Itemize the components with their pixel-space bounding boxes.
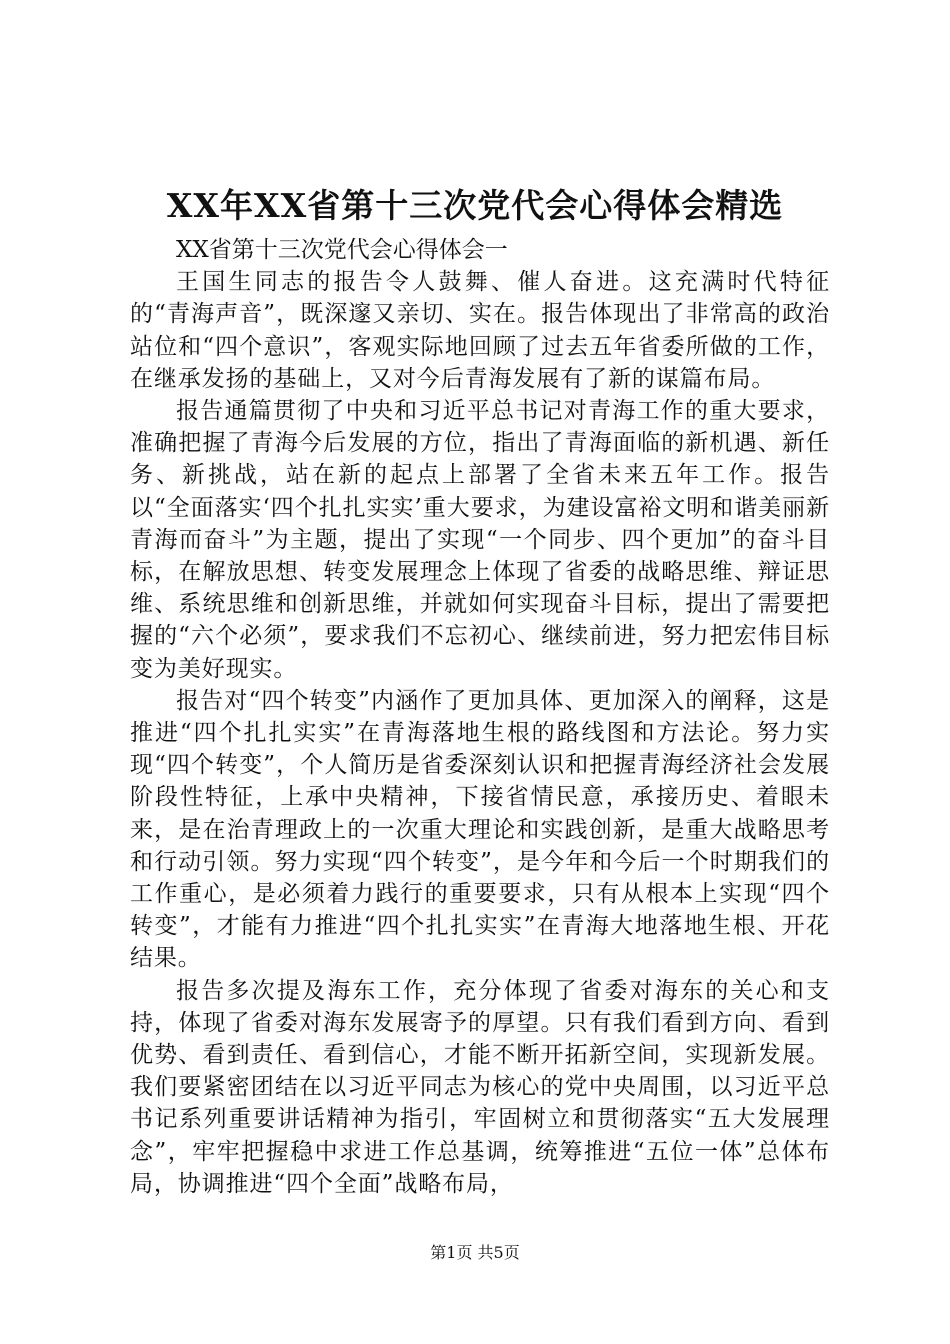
paragraph-1: 王国生同志的报告令人鼓舞、催人奋进。这充满时代特征的“青海声音”，既深邃又亲切、实在。报告体现出了非常高的政治站位和“四个意识”，客观实际地回顾了过去五年省委所做的工作，在继承发扬的基础上，又对今后青海发展有了新的谋篇布局。 (130, 269, 830, 392)
page-number-footer: 第1页 共5页 (430, 1243, 520, 1262)
document-title: XX年XX省第十三次党代会心得体会精选 (166, 186, 784, 225)
paragraph-2: 报告通篇贯彻了中央和习近平总书记对青海工作的重大要求，准确把握了青海今后发展的方位，指出了青海面临的新机遇、新任务、新挑战，站在新的起点上部署了全省未来五年工作。报告以“全面落实‘四个扎扎实实’重大要求，为建设富裕文明和谐美丽新青海而奋斗”为主题，提出了实现“一个同步、四个更加”的奋斗目标，在解放思想、转变发展理念上体现了省委的战略思维、辩证思维、系统思维和创新思维，并就如何实现奋斗目标，提出了需要把握的“六个必须”，要求我们不忘初心、继续前进，努力把宏伟目标变为美好现实。 (130, 398, 830, 682)
document-body (130, 234, 830, 1200)
paragraph-3: 报告对“四个转变”内涵作了更加具体、更加深入的阐释，这是推进“四个扎扎实实”在青海落地生根的路线图和方法论。努力实现“四个转变”，个人简历是省委深刻认识和把握青海经济社会发展阶段性特征，上承中央精神，下接省情民意，承接历史、着眼未来，是在治青理政上的一次重大理论和实践创新，是重大战略思考和行动引领。努力实现“四个转变”，是今年和今后一个时期我们的工作重心，是必须着力践行的重要要求，只有从根本上实现“四个转变”，才能有力推进“四个扎扎实实”在青海大地落地生根、开花结果。 (130, 687, 830, 972)
paragraph-4: 报告多次提及海东工作，充分体现了省委对海东的关心和支持，体现了省委对海东发展寄予的厚望。只有我们看到方向、看到优势、看到责任、看到信心，才能不断开拓新空间，实现新发展。我们要紧密团结在以习近平同志为核心的党中央周围，以习近平总书记系列重要讲话精神为指引，牢固树立和贯彻落实“五大发展理念”，牢牢把握稳中求进工作总基调，统筹推进“五位一体”总体布局，协调推进“四个全面”战略布局， (130, 977, 830, 1197)
section-subtitle: XX省第十三次党代会心得体会一 (176, 237, 508, 263)
